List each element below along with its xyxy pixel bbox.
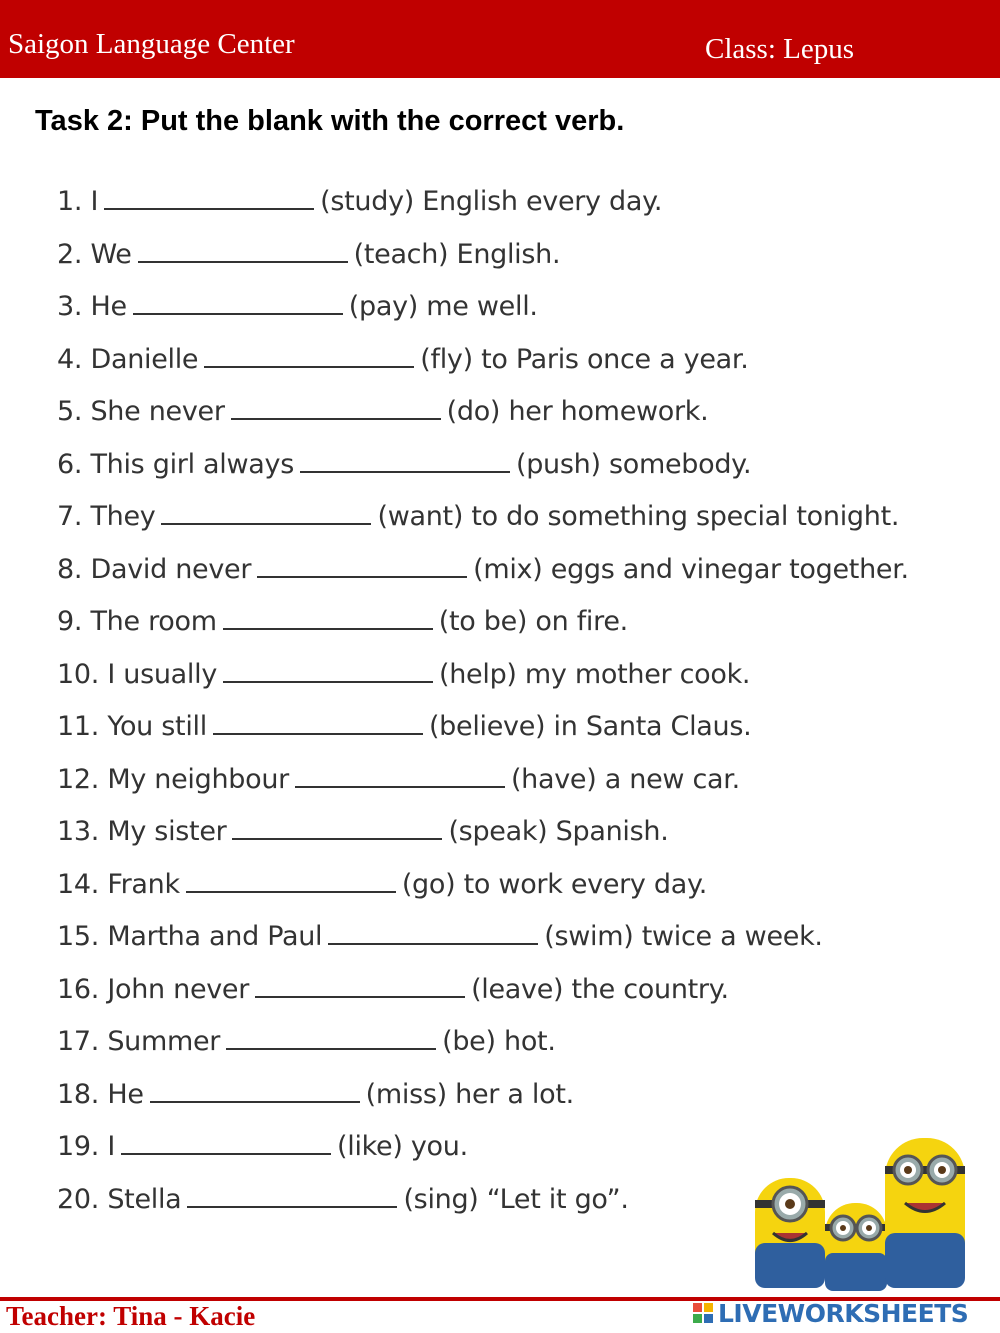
brand-logo[interactable] bbox=[692, 1296, 968, 1330]
exercise-subject: We bbox=[90, 238, 132, 270]
exercise-number: 5. bbox=[57, 396, 83, 427]
exercise-subject: The room bbox=[90, 606, 217, 637]
exercise-subject: Danielle bbox=[90, 343, 199, 375]
answer-blank[interactable] bbox=[255, 976, 465, 998]
exercise-prompt: (miss) her a lot. bbox=[365, 1078, 574, 1110]
minion-right-icon bbox=[885, 1138, 965, 1288]
exercise-item bbox=[57, 1026, 909, 1079]
answer-blank[interactable] bbox=[295, 766, 505, 788]
exercise-number: 2. bbox=[57, 238, 83, 270]
exercise-prompt: (do) her homework. bbox=[446, 396, 709, 427]
exercise-prompt: (push) somebody. bbox=[515, 448, 752, 480]
exercise-number: 18. bbox=[57, 1078, 100, 1110]
exercise-number: 19. bbox=[57, 1131, 100, 1162]
exercise-item bbox=[57, 186, 909, 239]
answer-blank[interactable] bbox=[300, 451, 510, 473]
exercise-item bbox=[57, 659, 909, 712]
exercise-subject: She never bbox=[90, 396, 225, 427]
exercise-prompt: (to be) on fire. bbox=[438, 606, 628, 637]
exercise-prompt: (leave) the country. bbox=[471, 973, 729, 1005]
minion-left-icon bbox=[755, 1178, 825, 1288]
exercise-subject: You still bbox=[107, 711, 207, 742]
exercise-number: 11. bbox=[57, 711, 100, 742]
brand-text: LIVEWORKSHEETS bbox=[718, 1298, 969, 1328]
exercise-item bbox=[57, 606, 909, 659]
task-title: Task 2: Put the blank with the correct verb. bbox=[35, 105, 625, 137]
exercise-number: 6. bbox=[57, 448, 83, 480]
exercise-subject: They bbox=[90, 501, 156, 532]
exercise-number: 20. bbox=[57, 1183, 100, 1215]
exercise-subject: He bbox=[90, 291, 127, 322]
answer-blank[interactable] bbox=[328, 923, 538, 945]
exercise-number: 4. bbox=[57, 343, 83, 375]
exercise-item bbox=[57, 291, 909, 344]
answer-blank[interactable] bbox=[231, 398, 441, 420]
exercise-item bbox=[57, 869, 909, 922]
answer-blank[interactable] bbox=[223, 661, 433, 683]
answer-blank[interactable] bbox=[226, 1028, 436, 1050]
answer-blank[interactable] bbox=[187, 1186, 397, 1208]
class-label: Class: Lepus bbox=[705, 33, 855, 65]
exercise-number: 16. bbox=[57, 973, 100, 1005]
exercise-prompt: (mix) eggs and vinegar together. bbox=[473, 553, 909, 585]
answer-blank[interactable] bbox=[121, 1133, 331, 1155]
answer-blank[interactable] bbox=[138, 241, 348, 263]
exercise-prompt: (study) English every day. bbox=[320, 186, 663, 217]
exercise-subject: I usually bbox=[107, 658, 218, 690]
exercise-prompt: (like) you. bbox=[337, 1131, 468, 1162]
answer-blank[interactable] bbox=[150, 1081, 360, 1103]
exercise-number: 1. bbox=[57, 186, 83, 217]
exercise-subject: I bbox=[107, 1131, 116, 1162]
exercise-item bbox=[57, 344, 909, 397]
exercise-prompt: (speak) Spanish. bbox=[448, 816, 669, 847]
exercise-prompt: (have) a new car. bbox=[510, 763, 740, 795]
exercise-number: 13. bbox=[57, 816, 100, 847]
exercise-subject: David never bbox=[90, 553, 252, 585]
exercise-number: 17. bbox=[57, 1026, 100, 1057]
exercise-item bbox=[57, 396, 909, 449]
exercise-item bbox=[57, 921, 909, 974]
exercise-number: 14. bbox=[57, 868, 100, 900]
exercise-item bbox=[57, 711, 909, 764]
exercise-number: 8. bbox=[57, 553, 83, 585]
answer-blank[interactable] bbox=[186, 871, 396, 893]
minion-middle-icon bbox=[825, 1203, 887, 1291]
exercise-number: 9. bbox=[57, 606, 83, 637]
minions-illustration bbox=[745, 1108, 977, 1293]
teacher-name: Teacher: Tina - Kacie bbox=[6, 1301, 256, 1331]
exercise-number: 3. bbox=[57, 291, 83, 322]
exercise-item bbox=[57, 764, 909, 817]
exercise-item bbox=[57, 501, 909, 554]
answer-blank[interactable] bbox=[232, 818, 442, 840]
answer-blank[interactable] bbox=[133, 293, 343, 315]
exercise-item bbox=[57, 554, 909, 607]
exercise-item bbox=[57, 449, 909, 502]
school-name: Saigon Language Center bbox=[8, 28, 295, 60]
exercise-subject: Summer bbox=[107, 1026, 221, 1057]
exercise-number: 7. bbox=[57, 501, 83, 532]
exercise-prompt: (be) hot. bbox=[442, 1026, 556, 1057]
answer-blank[interactable] bbox=[161, 503, 371, 525]
answer-blank[interactable] bbox=[104, 188, 314, 210]
answer-blank[interactable] bbox=[213, 713, 423, 735]
exercise-number: 12. bbox=[57, 763, 100, 795]
exercise-subject: I bbox=[90, 186, 99, 217]
exercise-number: 15. bbox=[57, 921, 100, 952]
header-bar bbox=[0, 0, 1000, 78]
exercise-prompt: (believe) in Santa Claus. bbox=[428, 711, 752, 742]
exercise-prompt: (pay) me well. bbox=[348, 291, 538, 322]
exercise-prompt: (fly) to Paris once a year. bbox=[420, 343, 749, 375]
exercise-list bbox=[57, 186, 909, 1236]
exercise-subject: My neighbour bbox=[107, 763, 289, 795]
liveworksheets-icon bbox=[692, 1302, 714, 1324]
exercise-prompt: (go) to work every day. bbox=[401, 868, 708, 900]
exercise-prompt: (teach) English. bbox=[353, 238, 561, 270]
exercise-subject: John never bbox=[107, 973, 250, 1005]
exercise-subject: He bbox=[107, 1078, 144, 1110]
exercise-number: 10. bbox=[57, 658, 100, 690]
exercise-prompt: (help) my mother cook. bbox=[439, 658, 751, 690]
exercise-subject: Frank bbox=[107, 868, 180, 900]
exercise-item bbox=[57, 974, 909, 1027]
exercise-prompt: (want) to do something special tonight. bbox=[377, 501, 900, 532]
answer-blank[interactable] bbox=[257, 556, 467, 578]
exercise-subject: Stella bbox=[107, 1183, 182, 1215]
exercise-item bbox=[57, 239, 909, 292]
exercise-subject: My sister bbox=[107, 816, 227, 847]
exercise-prompt: (sing) “Let it go”. bbox=[403, 1183, 629, 1215]
exercise-subject: This girl always bbox=[90, 448, 294, 480]
exercise-item bbox=[57, 816, 909, 869]
answer-blank[interactable] bbox=[223, 608, 433, 630]
answer-blank[interactable] bbox=[204, 346, 414, 368]
exercise-subject: Martha and Paul bbox=[107, 921, 323, 952]
exercise-prompt: (swim) twice a week. bbox=[544, 921, 823, 952]
